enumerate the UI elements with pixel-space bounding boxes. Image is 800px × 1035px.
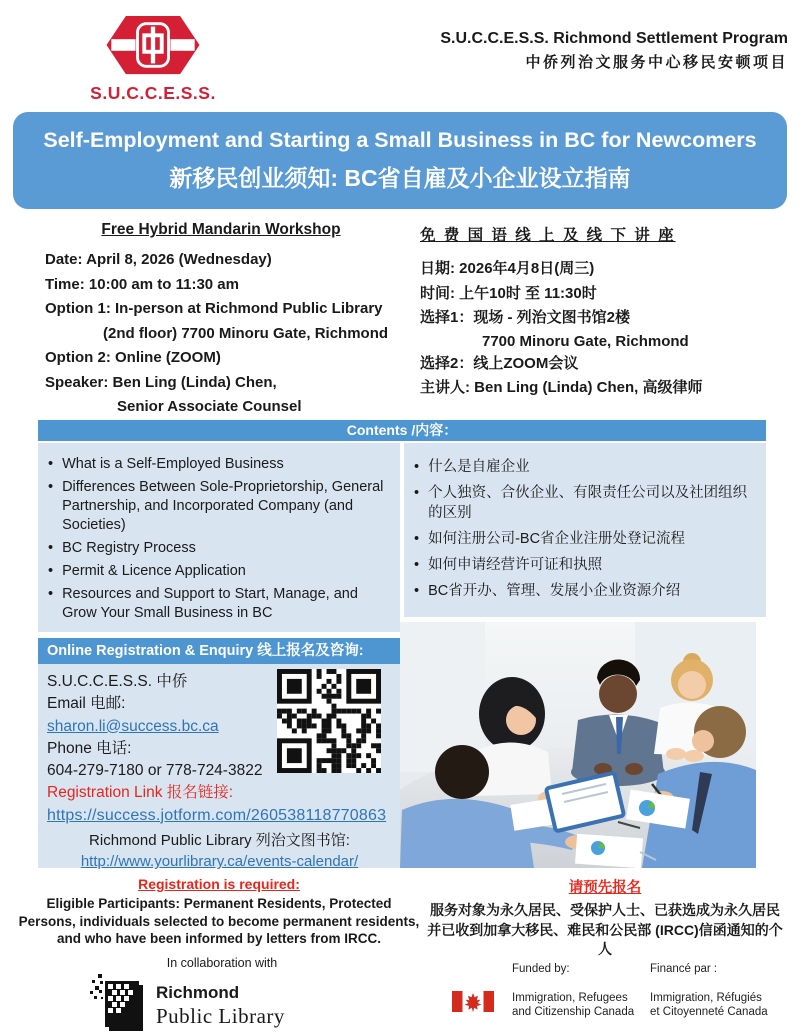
program-title — [440, 30, 788, 72]
bullet-icon: • — [48, 563, 54, 579]
collaboration-label: In collaboration with — [166, 956, 278, 970]
meeting-photo — [400, 622, 756, 868]
workshop-details-en — [35, 221, 407, 420]
workshop-time-en: Time: 10:00 am to 11:30 am — [45, 275, 239, 293]
registration-box — [38, 664, 400, 871]
contents-bullet-text: BC Registry Process — [62, 540, 196, 556]
bullet-icon: • — [48, 456, 54, 472]
eligible-participants-text: Eligible Participants: Permanent Residents, Protected Persons, individuals selected to become permanent residents, and who have been informed by letters from IRCC. — [18, 896, 420, 946]
contents-bullet-en — [48, 585, 392, 623]
contents-bullet-en — [48, 478, 392, 535]
library-name-line1: Richmond — [156, 982, 240, 1002]
contents-header-bar: Contents /内容： — [38, 420, 766, 441]
contents-bullet-text: Differences Between Sole-Proprietorship, General Partnership, and Incorporated Company (and Societies) — [62, 479, 384, 533]
email-link[interactable]: sharon.li@success.bc.ca — [47, 717, 219, 735]
contents-bullet-text: 个人独资、合伙企业、有限责任公司以及社团组织的区别 — [428, 485, 748, 521]
ircc-fr-line1: Immigration, Réfugiés — [650, 992, 762, 1004]
contents-bullet-zh — [414, 529, 758, 549]
workshop-speaker-zh: 主讲人: Ben Ling (Linda) Chen, 高级律师 — [420, 379, 703, 396]
contents-bullet-text: Resources and Support to Start, Manage, and Grow Your Small Business in BC — [62, 586, 358, 621]
registration-org: S.U.C.C.E.S.S. 中侨 — [47, 673, 188, 690]
ircc-fr-line2: et Citoyenneté Canada — [650, 1006, 768, 1018]
qr-code — [277, 669, 381, 773]
bullet-icon: • — [48, 479, 54, 495]
richmond-public-library-logo-icon — [90, 972, 146, 1035]
email-label: Email 电邮: — [47, 695, 126, 713]
contents-bullet-text: What is a Self-Employed Business — [62, 456, 284, 472]
title-banner — [13, 112, 787, 209]
collaboration-block — [90, 956, 340, 1035]
eligible-participants-text-zh: 服务对象为永久居民、受保护人士、已获选成为永久居民并已收到加拿大移民、难民和公民部 (IRCC)信函通知的个人 — [427, 902, 783, 957]
workshop-details-zh — [420, 223, 792, 401]
contents-bullet-zh — [414, 555, 758, 575]
phone-numbers: 604-279-7180 or 778-724-3822 — [47, 762, 263, 780]
finance-par-label: Financé par : — [650, 963, 718, 975]
contents-bullet-zh — [414, 581, 758, 601]
program-title-en: S.U.C.C.E.S.S. Richmond Settlement Program — [440, 30, 788, 47]
contents-bullet-zh — [414, 483, 758, 523]
success-logo-text: S.U.C.C.E.S.S. — [90, 83, 216, 103]
registration-header-bar: Online Registration & Enquiry 线上报名及咨询: — [38, 638, 400, 664]
registration-link[interactable]: https://success.jotform.com/260538118770863 — [47, 806, 387, 824]
program-title-zh: 中侨列治文服务中心移民安顿项目 — [525, 54, 788, 71]
contents-bullet-en — [48, 539, 392, 558]
success-emblem-icon — [103, 63, 203, 80]
ircc-en-line2: and Citizenship Canada — [512, 1006, 635, 1018]
library-link[interactable]: http://www.yourlibrary.ca/events-calendar/ — [80, 853, 359, 871]
registration-required-title-zh: 请预先报名 — [568, 880, 642, 896]
success-logo — [68, 14, 238, 104]
canada-flag-icon — [452, 991, 512, 1019]
library-name-line2: Public Library — [156, 1003, 285, 1028]
contents-bullet-text: 如何注册公司-BC省企业注册处登记流程 — [428, 531, 686, 547]
registration-required-title: Registration is required: — [138, 876, 300, 892]
workshop-option1-address-zh: 7700 Minoru Gate, Richmond — [482, 332, 689, 350]
workshop-option1-address-en: (2nd floor) 7700 Minoru Gate, Richmond — [103, 324, 389, 342]
workshop-option2-en: Option 2: Online (ZOOM) — [45, 349, 221, 366]
bullet-icon: • — [48, 540, 54, 556]
contents-bullet-en — [48, 562, 392, 581]
banner-title-zh: 新移民创业须知: BC省自雇及小企业设立指南 — [169, 165, 631, 191]
workshop-date-zh: 日期: 2026年4月8日(周三) — [420, 260, 595, 277]
workshop-date-en: Date: April 8, 2026 (Wednesday) — [45, 251, 272, 268]
ircc-en-line1: Immigration, Refugees — [512, 992, 628, 1004]
funded-by-block — [452, 960, 792, 1019]
contents-bullet-text: Permit & Licence Application — [62, 563, 246, 579]
bullet-icon: • — [414, 459, 420, 475]
phone-label: Phone 电话: — [47, 739, 132, 757]
workshop-speaker-en: Speaker: Ben Ling (Linda) Chen, — [45, 373, 277, 391]
workshop-option1-en: Option 1: In-person at Richmond Public Library — [45, 300, 383, 317]
contents-bullet-text: 什么是自雇企业 — [428, 459, 530, 475]
workshop-option2-zh: 选择2：线上ZOOM会议 — [420, 354, 579, 372]
bullet-icon: • — [414, 531, 420, 547]
funded-by-label: Funded by: — [512, 963, 570, 975]
registration-note-zh — [424, 876, 786, 960]
banner-title-en: Self-Employment and Starting a Small Business in BC for Newcomers — [43, 128, 757, 152]
contents-list-zh — [404, 443, 766, 617]
workshop-option1-zh: 选择1：现场 - 列治文图书馆2楼 — [420, 309, 631, 326]
contents-bullet-text: 如何申请经营许可证和执照 — [428, 557, 603, 573]
registration-note-en — [18, 876, 420, 948]
contents-bullet-zh — [414, 457, 758, 477]
contents-bullet-text: BC省开办、管理、发展小企业资源介绍 — [428, 583, 681, 599]
library-label: Richmond Public Library 列治文图书馆: — [89, 832, 350, 850]
bullet-icon: • — [414, 557, 420, 573]
contents-list-en — [38, 443, 400, 632]
workshop-heading-zh: 免 费 国 语 线 上 及 线 下 讲 座 — [420, 227, 676, 244]
bullet-icon: • — [414, 485, 420, 501]
workshop-speaker-title-en: Senior Associate Counsel — [117, 398, 302, 415]
bullet-icon: • — [48, 586, 54, 602]
registration-link-label: Registration Link 报名链接: — [47, 784, 234, 802]
workshop-heading-en: Free Hybrid Mandarin Workshop — [101, 221, 341, 238]
workshop-time-zh: 时间: 上午10时 至 11:30时 — [420, 284, 597, 302]
contents-bullet-en — [48, 455, 392, 474]
bullet-icon: • — [414, 583, 420, 599]
